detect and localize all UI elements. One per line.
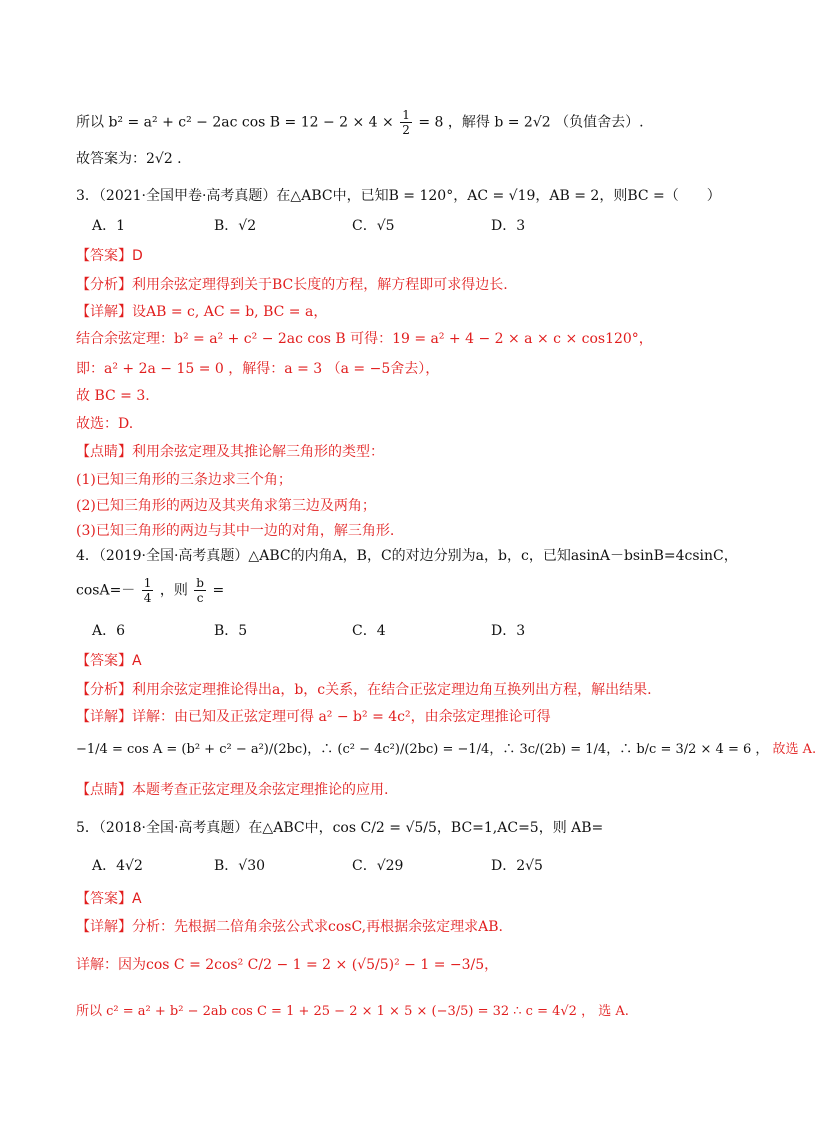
q3-step-2: 即：a² + 2a − 15 = 0 ，解得：a = 3 （a = −5舍去）， [76,361,440,377]
q3-note-2: (2)已知三角形的两边及其夹角求第三边及两角； [76,498,376,514]
q5-option-b: B．√30 [214,858,266,874]
q3-step-1: 结合余弦定理：b² = a² + c² − 2ac cos B 可得：19 = a² + 4 − 2 × a × c × cos120°， [76,331,653,347]
q5-option-a: A．4√2 [92,858,143,874]
line-1-tail: = 8 ，解得 b = 2√2 （负值舍去）. [418,114,644,131]
q4-note: 【点睛】本题考查正弦定理及余弦定理推论的应用. [76,782,389,798]
fraction-b-over-c: $\frac{b}{c}$ [196,576,204,605]
q4-option-d: D．3 [491,623,526,639]
q5-step-1: 详解：因为cos C = 2cos² C/2 − 1 = 2 × (√5/5)² − 1 = −3/5， [76,957,499,973]
question-3: 3．（2021·全国甲卷·高考真题）在△ABC中，已知B = 120°，AC = √19，AB = 2，则BC =（ ） [76,188,721,204]
line-1-text: 所以 b² = a² + c² − 2ac cos B = 12 − 2 × 4 × [76,114,394,131]
q5-option-c: C．√29 [352,858,404,874]
q3-step-4: 故选：D. [76,416,134,432]
solution-line-1 [76,108,760,137]
q5-step-2: 所以 c² = a² + b² − 2ab cos C = 1 + 25 − 2 × 1 × 5 × (−3/5) = 32 ∴ c = 4√2 ， 选 A. [76,1004,629,1019]
q4-analysis: 【分析】利用余弦定理推论得出a，b，c关系，在结合正弦定理边角互换列出方程，解出结果. [76,682,652,698]
q5-answer: 【答案】A [76,891,142,907]
fraction-half: $\frac{1}{2}$ [402,108,410,137]
q5-detail: 【详解】分析：先根据二倍角余弦公式求cosC,再根据余弦定理求AB. [76,919,503,935]
q3-option-b: B．√2 [214,218,257,234]
q3-note-1: (1)已知三角形的三条边求三个角； [76,472,292,488]
q5-option-d: D．2√5 [491,858,543,874]
q4-answer: 【答案】A [76,653,142,669]
q4-equation: −1/4 = cos A = (b² + c² − a²)/(2bc)，∴ (c² − 4c²)/(2bc) = −1/4，∴ 3c/(2b) = 1/4，∴ b/c = 3/2 × 4 = 6 ， 故选 A. [76,742,816,757]
q3-answer: 【答案】D [76,248,143,264]
q3-analysis: 【分析】利用余弦定理得到关于BC长度的方程，解方程即可求得边长. [76,277,508,293]
question-4: 4．（2019·全国·高考真题）△ABC的内角A，B，C的对边分别为a，b，c，已知asinA－bsinB=4csinC， [76,548,738,564]
q3-option-c: C．√5 [352,218,395,234]
question-5: 5．（2018·全国·高考真题）在△ABC中，cos C/2 = √5/5，BC=1,AC=5，则 AB= [76,820,604,836]
q4-option-a: A．6 [92,623,126,639]
q4-option-b: B．5 [214,623,248,639]
fraction-quarter: $\frac{1}{4}$ [143,576,152,605]
question-4-cont: cosA=－ $\frac{1}{4}$ ，则 $\frac{b}{c}$ = [76,576,225,605]
q3-option-d: D．3 [491,218,526,234]
q3-option-a: A．1 [92,218,126,234]
q3-detail: 【详解】设AB = c, AC = b, BC = a， [76,304,328,320]
answer-line: 故答案为：2√2 . [76,151,182,167]
q3-note-3: (3)已知三角形的两边与其中一边的对角，解三角形. [76,523,395,539]
q4-detail: 【详解】详解：由已知及正弦定理可得 a² − b² = 4c²，由余弦定理推论可得 [76,709,551,725]
q3-step-3: 故 BC = 3. [76,388,150,404]
q4-option-c: C．4 [352,623,386,639]
q3-note: 【点睛】利用余弦定理及其推论解三角形的类型： [76,444,384,460]
